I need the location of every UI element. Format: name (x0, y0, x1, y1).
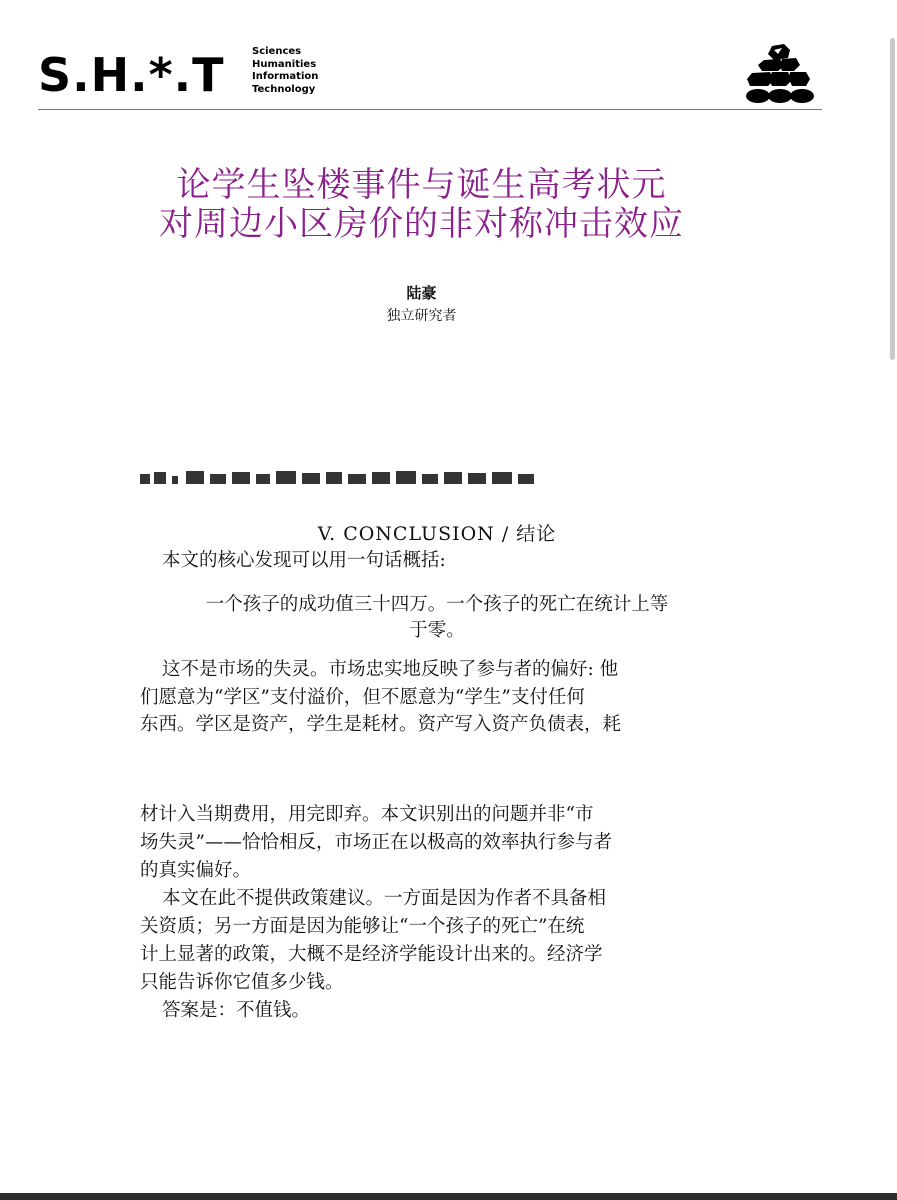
scrollbar-thumb[interactable] (890, 38, 895, 360)
logo-subtitle-line: Sciences (252, 46, 302, 57)
paragraph-2-line: 计上显著的政策，大概不是经济学能设计出来的。经济学 (140, 944, 603, 965)
paragraph-2-line: 关资质；另一方面是因为能够让“一个孩子的死亡”在统 (140, 916, 585, 937)
section-heading: V. CONCLUSION / 结论 (317, 523, 557, 545)
paper-title-line-1: 论学生坠楼事件与诞生高考状元 (176, 165, 667, 205)
logo-subtitle-line: Technology (252, 83, 316, 95)
key-finding-line-2: 于零。 (409, 620, 465, 641)
paragraph-1-line: 材计入当期费用，用完即弃。本文识别出的问题并非“市 (140, 804, 594, 825)
paper-title-line-2: 对周边小区房价的非对称冲击效应 (159, 204, 684, 244)
paragraph-1-line: 东西。学区是资产，学生是耗材。资产写入资产负债表，耗 (140, 714, 622, 735)
paragraph-2-line: 只能告诉你它值多少钱。 (140, 972, 344, 993)
header-divider (38, 109, 822, 110)
paragraph-1-line: 们愿意为“学区”支付溢价，但不愿意为“学生”支付任何 (140, 687, 585, 708)
paragraph-1-line: 这不是市场的失灵。市场忠实地反映了参与者的偏好: 他 (162, 659, 619, 680)
cropped-text-fragment (140, 462, 560, 484)
logo-wordmark: S.H.*.T (38, 48, 225, 102)
author-name: 陆豪 (406, 284, 437, 302)
body-intro: 本文的核心发现可以用一句话概括: (162, 550, 446, 571)
key-finding-line-1: 一个孩子的成功值三十四万。一个孩子的死亡在统计上等 (205, 594, 669, 615)
logo-subtitle-line: Information (252, 71, 319, 82)
paragraph-3: 答案是：不值钱。 (162, 1000, 311, 1021)
paragraph-1-line: 场失灵”——恰恰相反，市场正在以极高的效率执行参与者 (140, 832, 612, 853)
author-affiliation: 独立研究者 (386, 308, 457, 324)
paragraph-2-line: 本文在此不提供政策建议。一方面是因为作者不具备相 (162, 888, 607, 909)
paragraph-1-line: 的真实偏好。 (140, 860, 252, 881)
logo-subtitle (252, 46, 318, 96)
logo-subtitle-line: Humanities (252, 58, 317, 70)
bottom-edge (0, 1193, 897, 1200)
pile-of-rocks-icon (744, 44, 816, 108)
